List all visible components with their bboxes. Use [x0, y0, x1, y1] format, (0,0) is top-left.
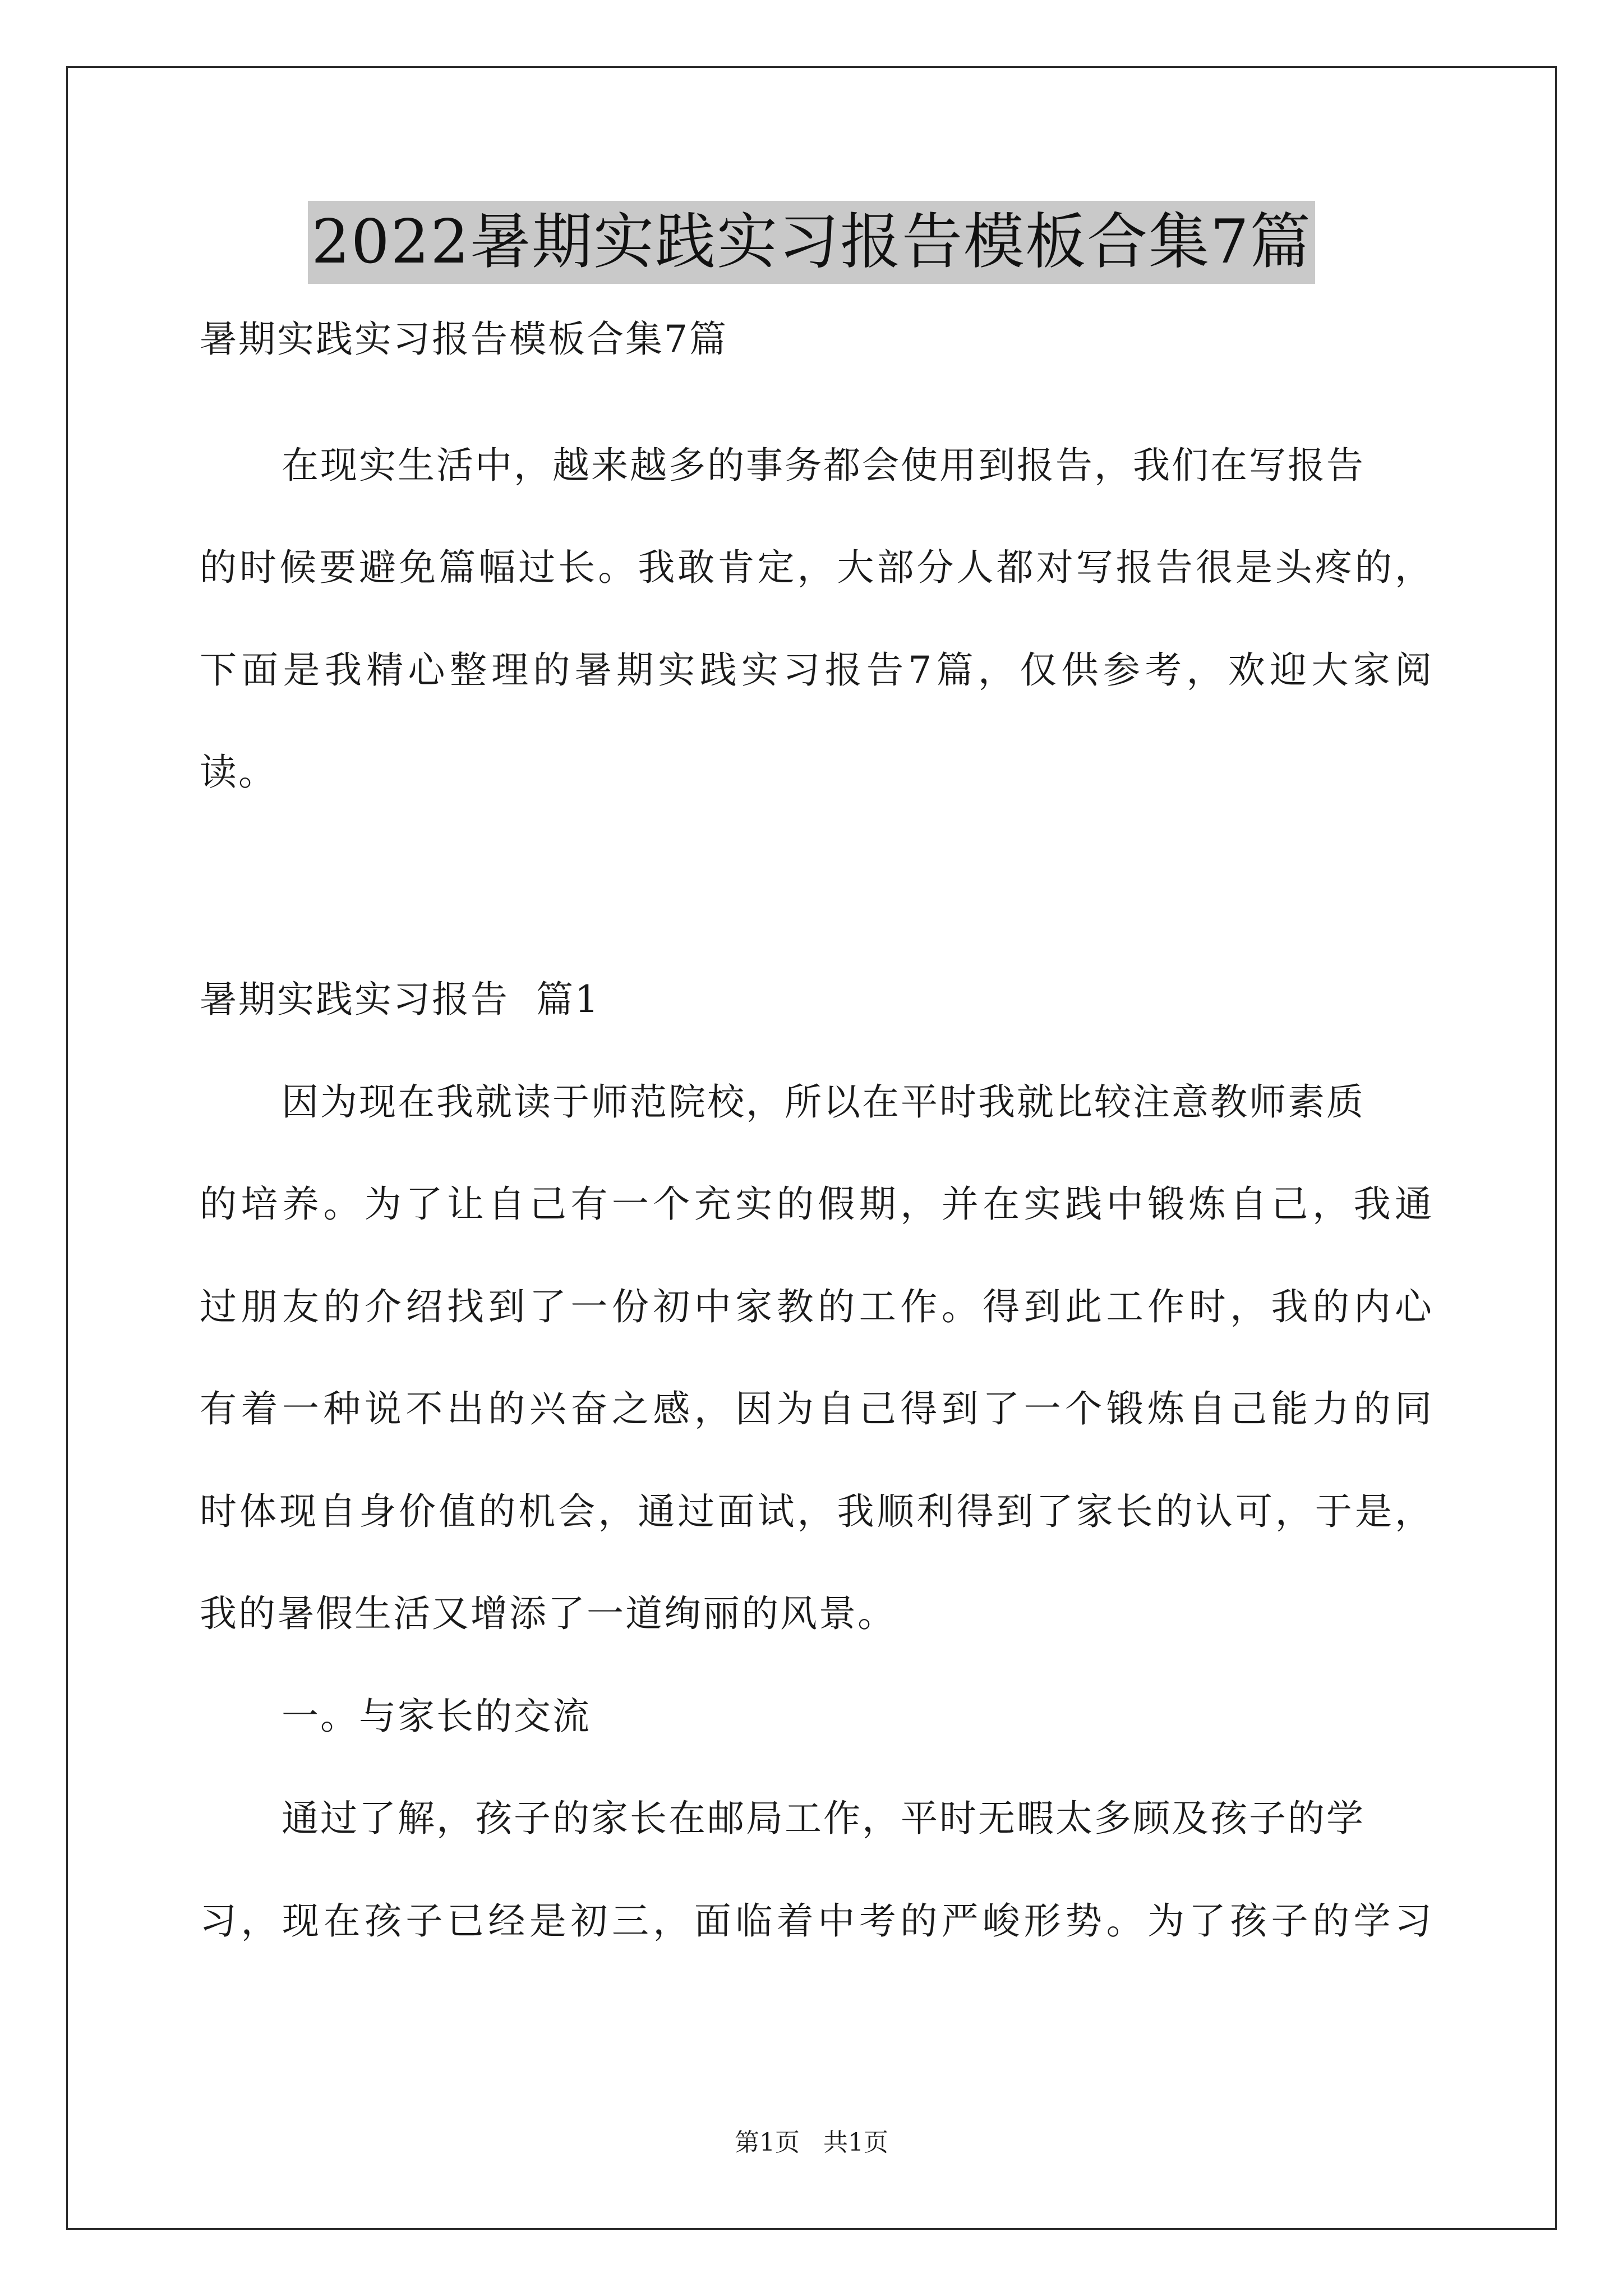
- intro-line-4: 读。: [200, 751, 277, 794]
- intro-line-3: 下面是我精心整理的暑期实践实习报告7篇，仅供参考，欢迎大家阅: [200, 648, 1433, 692]
- page-footer: [0, 2126, 1623, 2160]
- intro-line-2: 的时候要避免篇幅过长。我敢肯定，大部分人都对写报告很是头疼的，: [200, 546, 1433, 589]
- document-title: 2022暑期实践实习报告模板合集7篇: [308, 201, 1315, 284]
- para1-line-5: 时体现自身价值的机会，通过面试，我顺利得到了家长的认可，于是，: [200, 1490, 1433, 1533]
- para1-line-6: 我的暑假生活又增添了一道绚丽的风景。: [200, 1592, 896, 1635]
- para1-line-4: 有着一种说不出的兴奋之感，因为自己得到了一个锻炼自己能力的同: [200, 1387, 1433, 1430]
- page-total: 共1页: [823, 2128, 888, 2157]
- document-subtitle: 暑期实践实习报告模板合集7篇: [200, 318, 728, 361]
- para2-line-2: 习，现在孩子已经是初三，面临着中考的严峻形势。为了孩子的学习: [200, 1899, 1433, 1943]
- intro-line-1: 在现实生活中，越来越多的事务都会使用到报告，我们在写报告: [282, 444, 1365, 487]
- para1-line-1: 因为现在我就读于师范院校，所以在平时我就比较注意教师素质: [282, 1080, 1365, 1124]
- page-number: 第1页: [735, 2128, 800, 2157]
- para1-line-2: 的培养。为了让自己有一个充实的假期，并在实践中锻炼自己，我通: [200, 1182, 1433, 1226]
- document-title-container: [0, 201, 1623, 284]
- section-heading: 暑期实践实习报告 篇1: [200, 978, 600, 1021]
- para1-line-3: 过朋友的介绍找到了一份初中家教的工作。得到此工作时，我的内心: [200, 1285, 1433, 1328]
- para2-line-1: 通过了解，孩子的家长在邮局工作，平时无暇太多顾及孩子的学: [282, 1797, 1365, 1840]
- subheading: 一。与家长的交流: [282, 1695, 591, 1738]
